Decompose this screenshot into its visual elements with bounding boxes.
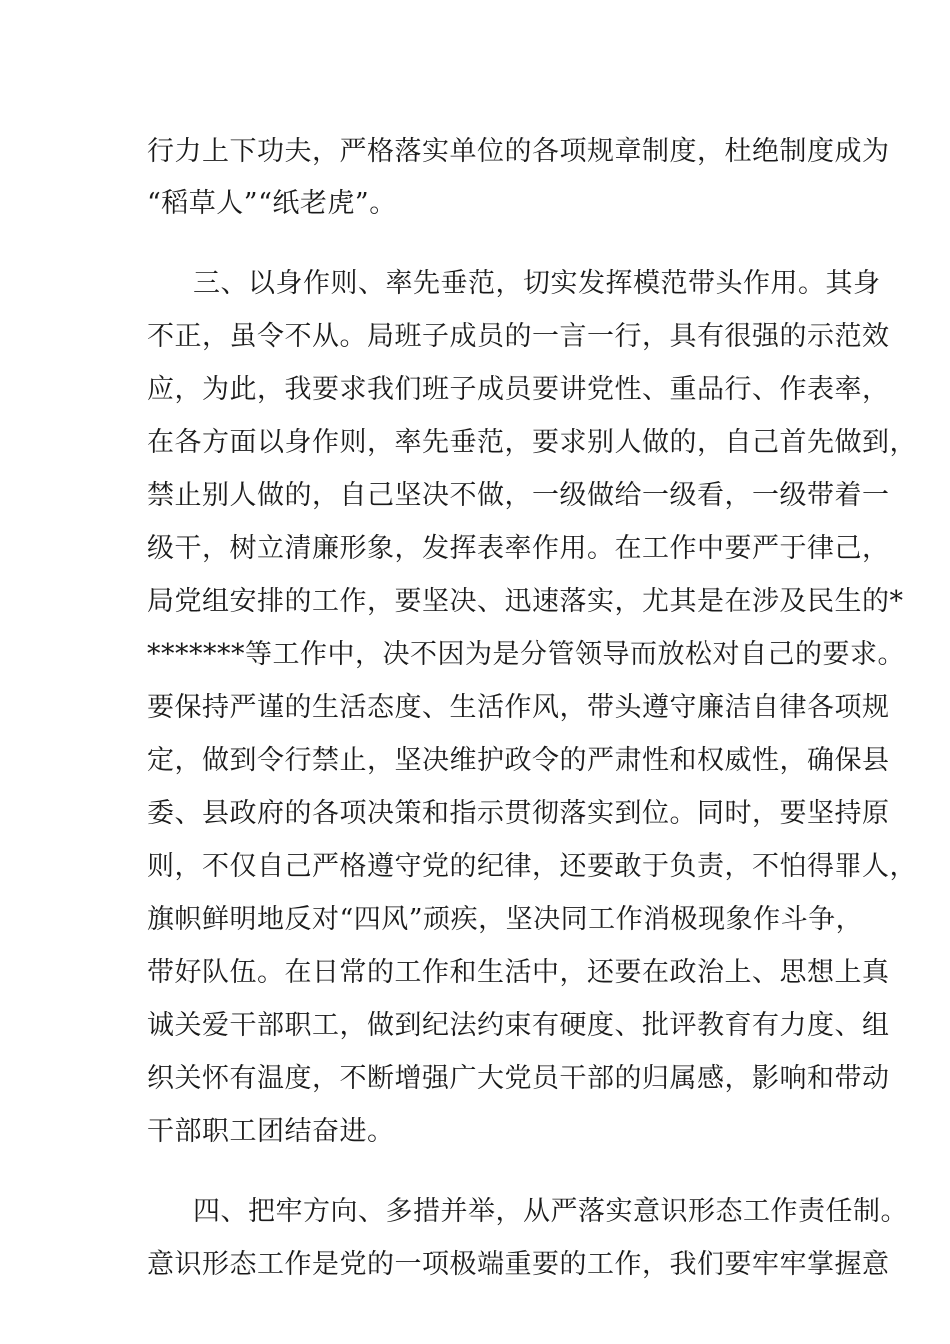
- text-line: 要保持严谨的生活态度、生活作风，带头遵守廉洁自律各项规: [147, 692, 890, 723]
- text-line: 行力上下功夫，严格落实单位的各项规章制度，杜绝制度成为: [147, 136, 890, 167]
- text-line: 委、县政府的各项决策和指示贯彻落实到位。同时，要坚持原: [147, 798, 890, 829]
- text-line: 诚关爱干部职工，做到纪法约束有硬度、批评教育有力度、组: [147, 1010, 890, 1041]
- text-line: “稻草人”“纸老虎”。: [147, 188, 397, 219]
- text-line: 旗帜鲜明地反对“四风”顽疾，坚决同工作消极现象作斗争，: [147, 904, 864, 935]
- text-line: 定，做到令行禁止，坚决维护政令的严肃性和权威性，确保县: [147, 745, 890, 776]
- text-line: 不正，虽令不从。局班子成员的一言一行，具有很强的示范效: [147, 321, 890, 352]
- text-line: 局党组安排的工作，要坚决、迅速落实，尤其是在涉及民生的*: [147, 586, 904, 617]
- text-line: 禁止别人做的，自己坚决不做，一级做给一级看，一级带着一: [147, 480, 890, 511]
- text-line: 四、把牢方向、多措并举，从严落实意识形态工作责任制。: [193, 1196, 908, 1227]
- text-line: 三、以身作则、率先垂范，切实发挥模范带头作用。其身: [193, 268, 881, 299]
- text-line: 级干，树立清廉形象，发挥表率作用。在工作中要严于律己，: [147, 533, 890, 564]
- text-line: 干部职工团结奋进。: [147, 1116, 395, 1147]
- text-line: 应，为此，我要求我们班子成员要讲党性、重品行、作表率，: [147, 374, 890, 405]
- text-line: 织关怀有温度，不断增强广大党员干部的归属感，影响和带动: [147, 1063, 890, 1094]
- text-line: 在各方面以身作则，率先垂范，要求别人做的，自己首先做到，: [147, 427, 917, 458]
- text-line: 则，不仅自己严格遵守党的纪律，还要敢于负责，不怕得罪人，: [147, 851, 917, 882]
- text-line: 带好队伍。在日常的工作和生活中，还要在政治上、思想上真: [147, 957, 890, 988]
- text-line: 意识形态工作是党的一项极端重要的工作，我们要牢牢掌握意: [147, 1249, 890, 1280]
- text-line: *******等工作中，决不因为是分管领导而放松对自己的要求。: [147, 639, 905, 670]
